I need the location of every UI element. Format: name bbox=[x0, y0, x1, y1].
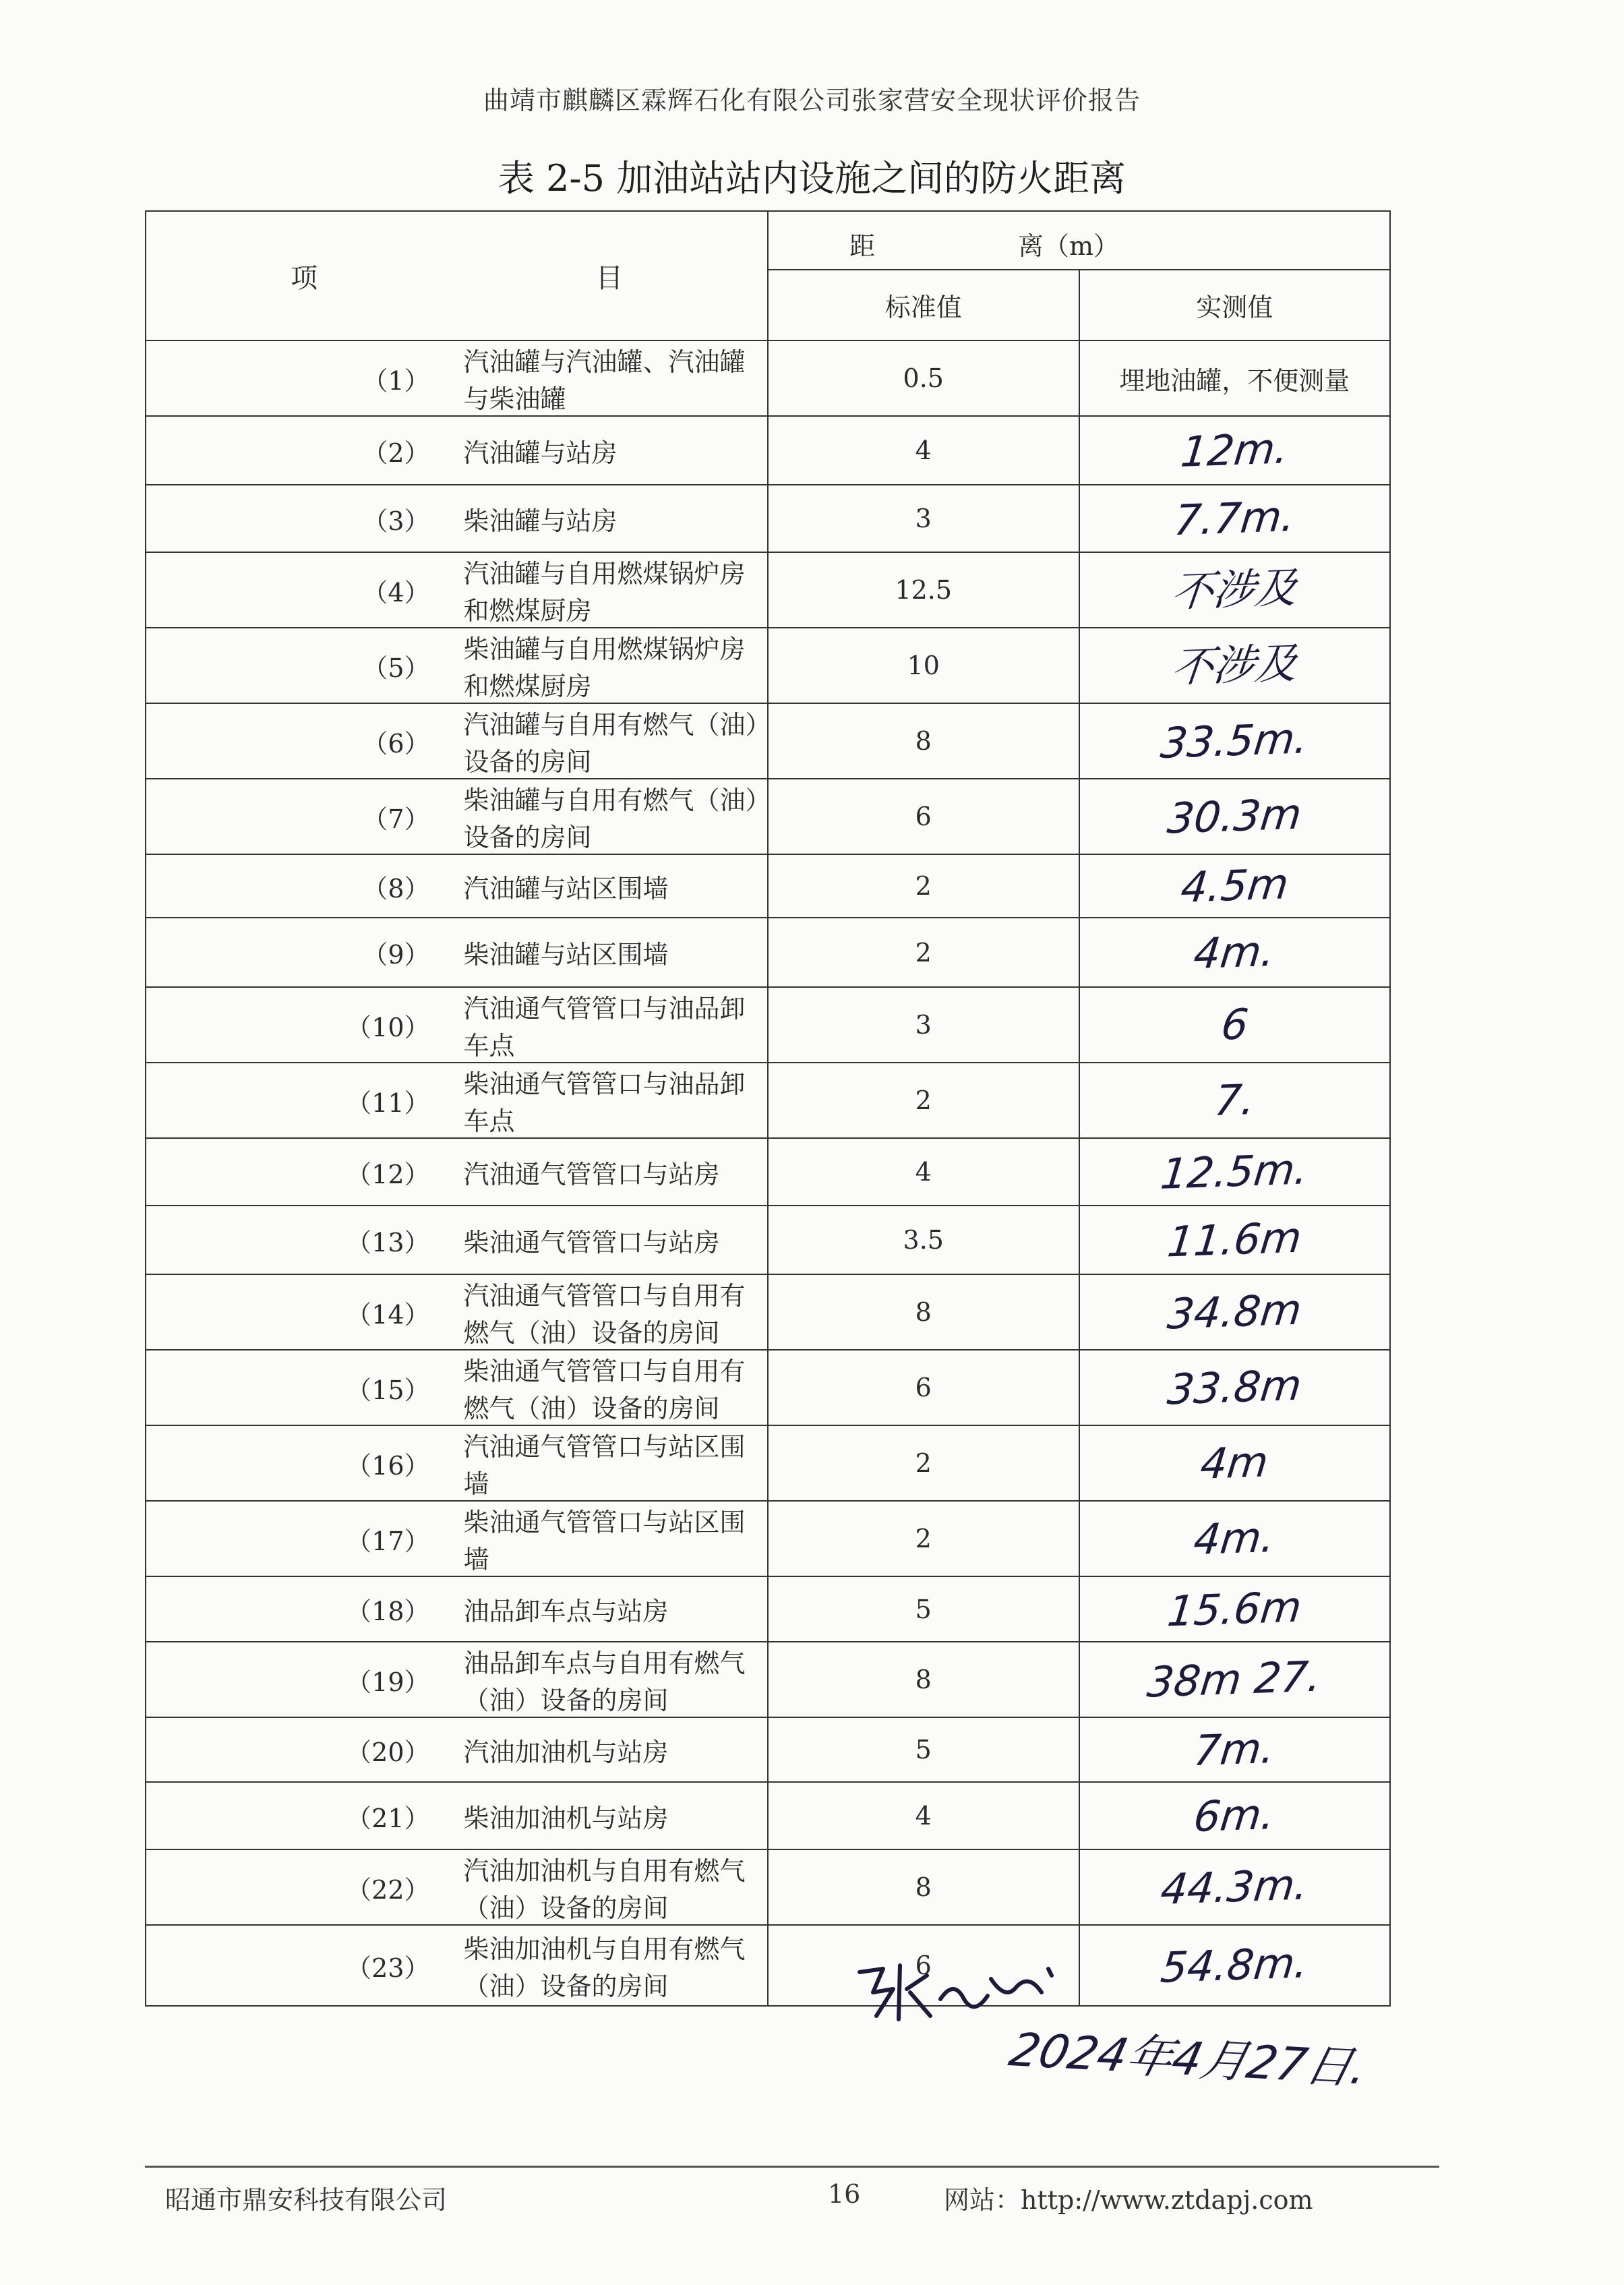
header-item-label: 项 目 bbox=[291, 262, 758, 294]
row-measured-value-text: 38m 27. bbox=[1145, 1651, 1324, 1707]
row-number: （15） bbox=[146, 1350, 457, 1425]
fire-distance-table bbox=[145, 210, 1391, 2007]
footer-page-number: 16 bbox=[828, 2179, 861, 2209]
row-measured-value bbox=[1079, 1063, 1391, 1138]
row-measured-value bbox=[1079, 552, 1391, 628]
table-row bbox=[146, 779, 1390, 854]
row-item: 柴油罐与站区围墙 bbox=[457, 918, 769, 987]
row-number: （4） bbox=[146, 552, 457, 628]
row-item: 汽油罐与自用燃煤锅炉房和燃煤厨房 bbox=[457, 552, 769, 628]
row-measured-value-text: 11.6m bbox=[1165, 1212, 1304, 1267]
row-item: 柴油罐与自用燃煤锅炉房和燃煤厨房 bbox=[457, 628, 769, 703]
row-item: 柴油罐与自用有燃气（油）设备的房间 bbox=[457, 779, 769, 854]
footer-company: 昭通市鼎安科技有限公司 bbox=[165, 2185, 448, 2215]
table-row bbox=[146, 416, 1390, 485]
row-number: （3） bbox=[146, 485, 457, 552]
table-row bbox=[146, 1206, 1390, 1274]
row-number: （1） bbox=[146, 340, 457, 416]
row-measured-value-text: 4m. bbox=[1191, 1512, 1277, 1565]
table-row bbox=[146, 1425, 1390, 1501]
row-measured-value bbox=[1079, 628, 1391, 703]
row-number: （18） bbox=[146, 1576, 457, 1642]
row-measured-value bbox=[1079, 1782, 1391, 1849]
row-number: （20） bbox=[146, 1717, 457, 1782]
row-measured-value-text: 6 bbox=[1218, 999, 1251, 1050]
row-measured-value bbox=[1079, 854, 1391, 918]
row-standard-value: 2 bbox=[768, 1501, 1079, 1576]
row-item: 汽油罐与站区围墙 bbox=[457, 854, 769, 918]
row-standard-value: 3 bbox=[768, 987, 1079, 1063]
table-row bbox=[146, 1782, 1390, 1849]
row-measured-value bbox=[1079, 1717, 1391, 1782]
row-number: （16） bbox=[146, 1425, 457, 1501]
row-measured-value bbox=[1079, 416, 1391, 485]
row-measured-value bbox=[1079, 1425, 1391, 1501]
row-measured-value bbox=[1079, 918, 1391, 987]
table-row bbox=[146, 1138, 1390, 1206]
row-measured-value-text: 6m. bbox=[1191, 1789, 1277, 1842]
row-standard-value: 6 bbox=[768, 1925, 1079, 2006]
row-standard-value: 8 bbox=[768, 1274, 1079, 1350]
row-measured-value-text: 7.7m. bbox=[1172, 491, 1298, 545]
row-measured-value-text: 44.3m. bbox=[1158, 1860, 1311, 1914]
row-standard-value: 2 bbox=[768, 1425, 1079, 1501]
row-item: 汽油罐与站房 bbox=[457, 416, 769, 485]
row-item: 汽油通气管管口与油品卸车点 bbox=[457, 987, 769, 1063]
table-row bbox=[146, 552, 1390, 628]
row-standard-value: 4 bbox=[768, 1782, 1079, 1849]
table-row bbox=[146, 1063, 1390, 1138]
row-measured-value-text: 12m. bbox=[1178, 423, 1291, 477]
row-number: （9） bbox=[146, 918, 457, 987]
row-item: 汽油加油机与站房 bbox=[457, 1717, 769, 1782]
row-measured-value bbox=[1079, 779, 1391, 854]
header-distance-left: 距 bbox=[849, 231, 876, 261]
row-measured-value bbox=[1079, 485, 1391, 552]
row-standard-value: 6 bbox=[768, 779, 1079, 854]
row-standard-value: 12.5 bbox=[768, 552, 1079, 628]
row-standard-value: 8 bbox=[768, 1642, 1079, 1717]
table-title: 表 2-5 加油站站内设施之间的防火距离 bbox=[498, 157, 1126, 200]
row-measured-value-text: 33.8m bbox=[1165, 1360, 1304, 1415]
row-measured-value-text: 34.8m bbox=[1165, 1284, 1304, 1339]
row-number: （17） bbox=[146, 1501, 457, 1576]
row-standard-value: 2 bbox=[768, 918, 1079, 987]
row-item: 柴油通气管管口与站房 bbox=[457, 1206, 769, 1274]
row-measured-value bbox=[1079, 340, 1391, 416]
row-measured-value bbox=[1079, 1849, 1391, 1925]
handwritten-date: 2024年4月27日. bbox=[1004, 2023, 1373, 2096]
row-number: （22） bbox=[146, 1849, 457, 1925]
row-number: （6） bbox=[146, 703, 457, 779]
row-measured-value bbox=[1079, 987, 1391, 1063]
row-item: 柴油通气管管口与自用有燃气（油）设备的房间 bbox=[457, 1350, 769, 1425]
row-standard-value: 5 bbox=[768, 1576, 1079, 1642]
row-measured-value-text: 12.5m. bbox=[1158, 1144, 1311, 1199]
row-standard-value: 4 bbox=[768, 416, 1079, 485]
row-measured-value bbox=[1079, 1350, 1391, 1425]
row-measured-value bbox=[1079, 1274, 1391, 1350]
row-measured-value-text: 33.5m. bbox=[1158, 713, 1311, 768]
table-row bbox=[146, 340, 1390, 416]
row-item: 柴油加油机与站房 bbox=[457, 1782, 769, 1849]
row-measured-value-text: 不涉及 bbox=[1169, 562, 1300, 617]
table-row bbox=[146, 1274, 1390, 1350]
row-item: 油品卸车点与自用有燃气（油）设备的房间 bbox=[457, 1642, 769, 1717]
report-header: 曲靖市麒麟区霖辉石化有限公司张家营安全现状评价报告 bbox=[483, 86, 1141, 115]
row-item: 汽油通气管管口与站房 bbox=[457, 1138, 769, 1206]
row-standard-value: 2 bbox=[768, 854, 1079, 918]
table-row bbox=[146, 1350, 1390, 1425]
row-item: 柴油罐与站房 bbox=[457, 485, 769, 552]
row-standard-value: 3.5 bbox=[768, 1206, 1079, 1274]
row-standard-value: 10 bbox=[768, 628, 1079, 703]
row-item: 油品卸车点与站房 bbox=[457, 1576, 769, 1642]
header-measured: 实测值 bbox=[1079, 270, 1391, 340]
row-number: （2） bbox=[146, 416, 457, 485]
row-measured-value-text: 4m bbox=[1198, 1437, 1271, 1489]
table-row bbox=[146, 485, 1390, 552]
table-row bbox=[146, 628, 1390, 703]
row-measured-value-text: 54.8m. bbox=[1158, 1938, 1311, 1992]
table-row bbox=[146, 854, 1390, 918]
row-standard-value: 4 bbox=[768, 1138, 1079, 1206]
table-header-row-1 bbox=[146, 211, 1390, 270]
row-standard-value: 8 bbox=[768, 703, 1079, 779]
row-number: （21） bbox=[146, 1782, 457, 1849]
table-row bbox=[146, 1717, 1390, 1782]
row-measured-value bbox=[1079, 1925, 1391, 2006]
table-row bbox=[146, 1576, 1390, 1642]
header-distance-cell bbox=[768, 211, 1390, 270]
row-item: 柴油通气管管口与油品卸车点 bbox=[457, 1063, 769, 1138]
row-measured-value-text: 30.3m bbox=[1165, 789, 1304, 843]
table-row bbox=[146, 987, 1390, 1063]
row-measured-value-text: 15.6m bbox=[1165, 1581, 1304, 1636]
row-measured-value bbox=[1079, 1206, 1391, 1274]
row-item: 汽油通气管管口与自用有燃气（油）设备的房间 bbox=[457, 1274, 769, 1350]
footer-website: 网站：http://www.ztdapj.com bbox=[944, 2185, 1313, 2215]
row-number: （13） bbox=[146, 1206, 457, 1274]
row-measured-value bbox=[1079, 703, 1391, 779]
row-number: （11） bbox=[146, 1063, 457, 1138]
row-number: （23） bbox=[146, 1925, 457, 2006]
row-standard-value: 2 bbox=[768, 1063, 1079, 1138]
footer-divider bbox=[145, 2166, 1439, 2168]
header-distance-right: 离（m） bbox=[1018, 231, 1120, 261]
row-measured-value bbox=[1079, 1576, 1391, 1642]
table-row bbox=[146, 1925, 1390, 2006]
row-measured-value bbox=[1079, 1138, 1391, 1206]
row-standard-value: 5 bbox=[768, 1717, 1079, 1782]
header-standard: 标准值 bbox=[768, 270, 1079, 340]
row-measured-value-text: 埋地油罐，不便测量 bbox=[1119, 365, 1350, 396]
row-measured-value-text: 4m. bbox=[1191, 926, 1277, 978]
row-measured-value bbox=[1079, 1642, 1391, 1717]
row-number: （5） bbox=[146, 628, 457, 703]
row-number: （19） bbox=[146, 1642, 457, 1717]
row-standard-value: 8 bbox=[768, 1849, 1079, 1925]
table-row bbox=[146, 1642, 1390, 1717]
row-measured-value-text: 7m. bbox=[1191, 1723, 1277, 1776]
row-number: （14） bbox=[146, 1274, 457, 1350]
row-number: （7） bbox=[146, 779, 457, 854]
row-item: 汽油通气管管口与站区围墙 bbox=[457, 1425, 769, 1501]
row-item: 汽油罐与自用有燃气（油）设备的房间 bbox=[457, 703, 769, 779]
row-item: 柴油加油机与自用有燃气（油）设备的房间 bbox=[457, 1925, 769, 2006]
row-standard-value: 3 bbox=[768, 485, 1079, 552]
row-item: 柴油通气管管口与站区围墙 bbox=[457, 1501, 769, 1576]
row-standard-value: 0.5 bbox=[768, 340, 1079, 416]
row-measured-value-text: 4.5m bbox=[1178, 859, 1291, 912]
row-measured-value-text: 不涉及 bbox=[1169, 638, 1300, 692]
row-number: （8） bbox=[146, 854, 457, 918]
row-item: 汽油加油机与自用有燃气（油）设备的房间 bbox=[457, 1849, 769, 1925]
row-number: （10） bbox=[146, 987, 457, 1063]
header-item-cell bbox=[146, 211, 768, 340]
table-row bbox=[146, 703, 1390, 779]
table-row bbox=[146, 1501, 1390, 1576]
row-item: 汽油罐与汽油罐、汽油罐与柴油罐 bbox=[457, 340, 769, 416]
row-number: （12） bbox=[146, 1138, 457, 1206]
row-standard-value: 6 bbox=[768, 1350, 1079, 1425]
row-measured-value-text: 7. bbox=[1211, 1074, 1257, 1126]
row-measured-value bbox=[1079, 1501, 1391, 1576]
table-row bbox=[146, 918, 1390, 987]
table-row bbox=[146, 1849, 1390, 1925]
